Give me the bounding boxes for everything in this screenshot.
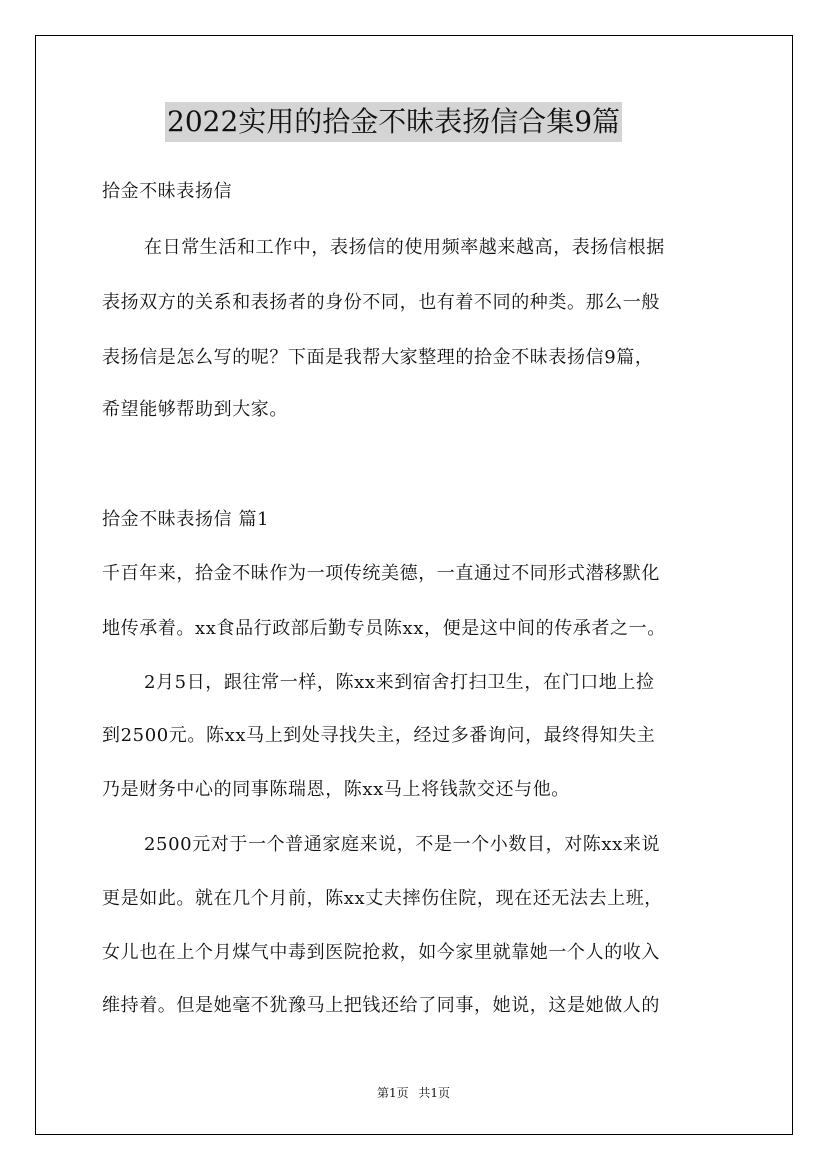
paragraph-line: 2500元对于一个普通家庭来说，不是一个小数目，对陈xx来说: [144, 834, 661, 855]
paragraph-line: 表扬双方的关系和表扬者的身份不同，也有着不同的种类。那么一般: [102, 292, 660, 313]
page-footer: [0, 1085, 827, 1101]
paragraph-line: 2月5日，跟往常一样，陈xx来到宿舍打扫卫生，在门口地上捡: [144, 672, 655, 693]
page-number-current: 第1页: [376, 1086, 409, 1100]
paragraph-line: 到2500元。陈xx马上到处寻找失主，经过多番询问，最终得知失主: [102, 725, 656, 746]
paragraph-line: 女儿也在上个月煤气中毒到医院抢救，如今家里就靠她一个人的收入: [102, 942, 660, 963]
paragraph-line: 希望能够帮助到大家。: [102, 399, 288, 420]
paragraph-line: 维持着。但是她毫不犹豫马上把钱还给了同事，她说，这是她做人的: [102, 995, 660, 1016]
paragraph-line: 乃是财务中心的同事陈瑞恩，陈xx马上将钱款交还与他。: [102, 779, 570, 800]
section-heading: 拾金不昧表扬信 篇1: [102, 509, 270, 530]
paragraph-line: 更是如此。就在几个月前，陈xx丈夫摔伤住院，现在还无法去上班，: [102, 888, 663, 909]
paragraph-line: 千百年来，拾金不昧作为一项传统美德，一直通过不同形式潜移默化: [102, 563, 660, 584]
document-title: 2022实用的拾金不昧表扬信合集9篇: [165, 102, 622, 142]
paragraph-line: 表扬信是怎么写的呢？下面是我帮大家整理的拾金不昧表扬信9篇，: [102, 347, 654, 368]
paragraph-line: 在日常生活和工作中，表扬信的使用频率越来越高，表扬信根据: [144, 237, 665, 258]
section-heading: 拾金不昧表扬信: [102, 181, 233, 202]
page-number-total: 共1页: [418, 1086, 451, 1100]
paragraph-line: 地传承着。xx食品行政部后勤专员陈xx，便是这中间的传承者之一。: [102, 618, 666, 639]
